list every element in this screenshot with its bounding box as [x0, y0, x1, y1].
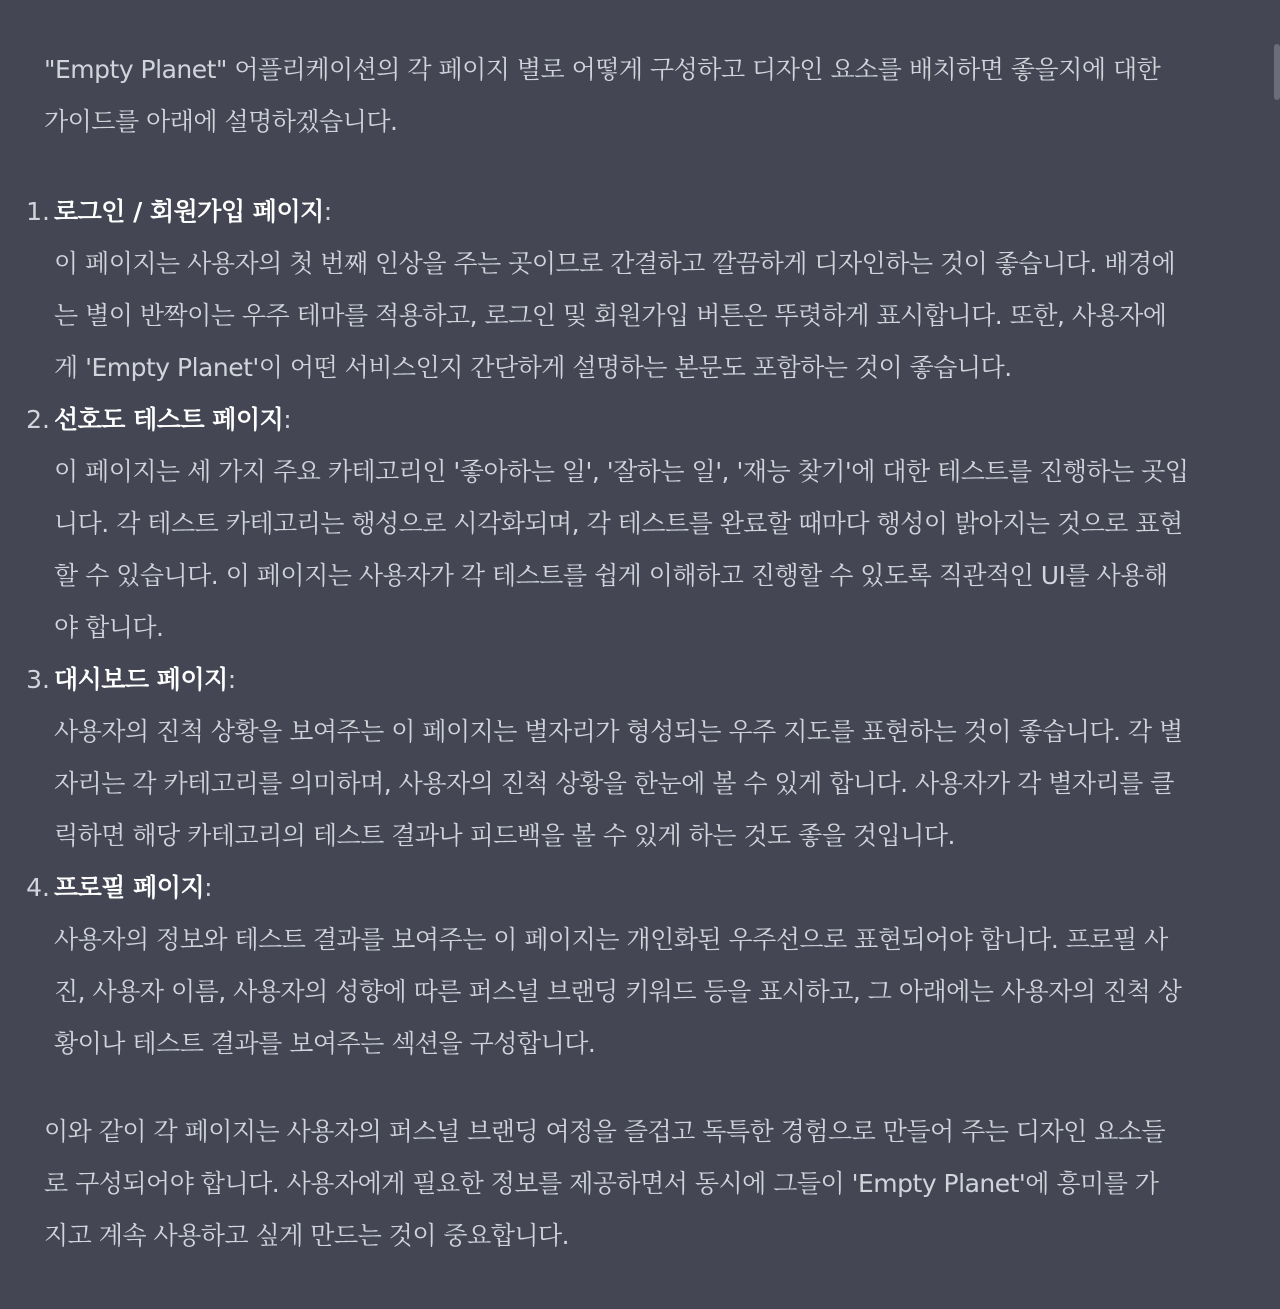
body-line: 사용자의 정보와 테스트 결과를 보여주는 이 페이지는 개인화된 우주선으로 표현되어야 합니다. 프로필 사 [54, 925, 1168, 954]
scrollbar-thumb[interactable] [1274, 44, 1280, 100]
list-item-title-text: 선호도 테스트 페이지 [54, 405, 284, 434]
list-item-title [54, 186, 332, 238]
outro-line: 지고 계속 사용하고 싶게 만드는 것이 중요합니다. [44, 1221, 570, 1250]
intro-line: 가이드를 아래에 설명하겠습니다. [44, 107, 398, 136]
body-line: 야 합니다. [54, 613, 164, 642]
list-item-body [54, 706, 1254, 862]
body-line: 진, 사용자 이름, 사용자의 성향에 따른 퍼스널 브랜딩 키워드 등을 표시하고, 그 아래에는 사용자의 진척 상 [54, 977, 1182, 1006]
body-line: 할 수 있습니다. 이 페이지는 사용자가 각 테스트를 쉽게 이해하고 진행할 수 있도록 직관적인 UI를 사용해 [54, 561, 1168, 590]
body-line: 게 'Empty Planet'이 어떤 서비스인지 간단하게 설명하는 본문도 포함하는 것이 좋습니다. [54, 353, 1012, 382]
body-line: 릭하면 해당 카테고리의 테스트 결과나 피드백을 볼 수 있게 하는 것도 좋을 것입니다. [54, 821, 955, 850]
body-line: 니다. 각 테스트 카테고리는 행성으로 시각화되며, 각 테스트를 완료할 때마다 행성이 밝아지는 것으로 표현 [54, 509, 1183, 538]
list-item-title [54, 862, 212, 914]
body-line: 사용자의 진척 상황을 보여주는 이 페이지는 별자리가 형성되는 우주 지도를 표현하는 것이 좋습니다. 각 별 [54, 717, 1183, 746]
intro-paragraph [44, 44, 1244, 148]
intro-line: "Empty Planet" 어플리케이션의 각 페이지 별로 어떻게 구성하고 디자인 요소를 배치하면 좋을지에 대한 [44, 55, 1161, 84]
outro-line: 로 구성되어야 합니다. 사용자에게 필요한 정보를 제공하면서 동시에 그들이 'Empty Planet'에 흥미를 가 [44, 1169, 1159, 1198]
list-item-number: 2. [26, 405, 50, 434]
list-item-title-colon: : [283, 405, 292, 434]
outro-line: 이와 같이 각 페이지는 사용자의 퍼스널 브랜딩 여정을 즐겁고 독특한 경험으로 만들어 주는 디자인 요소들 [44, 1117, 1166, 1146]
body-line: 는 별이 반짝이는 우주 테마를 적용하고, 로그인 및 회원가입 버튼은 뚜렷하게 표시합니다. 또한, 사용자에 [54, 301, 1167, 330]
list-item-body [54, 238, 1254, 394]
list-item-title-colon: : [227, 665, 236, 694]
outro-paragraph [44, 1106, 1244, 1262]
list-item-number: 4. [26, 873, 50, 902]
list-item-number: 3. [26, 665, 50, 694]
list-item-title-text: 대시보드 페이지 [54, 665, 228, 694]
body-line: 자리는 각 카테고리를 의미하며, 사용자의 진척 상황을 한눈에 볼 수 있게 합니다. 사용자가 각 별자리를 클 [54, 769, 1174, 798]
list-item-title-colon: : [323, 197, 332, 226]
list-item-title-colon: : [204, 873, 213, 902]
list-item-title [54, 394, 291, 446]
body-line: 이 페이지는 세 가지 주요 카테고리인 '좋아하는 일', '잘하는 일', '재능 찾기'에 대한 테스트를 진행하는 곳입 [54, 457, 1189, 486]
list-item-title-text: 프로필 페이지 [54, 873, 205, 902]
list-item-body [54, 914, 1254, 1070]
body-line: 이 페이지는 사용자의 첫 번째 인상을 주는 곳이므로 간결하고 깔끔하게 디자인하는 것이 좋습니다. 배경에 [54, 249, 1176, 278]
list-item-title [54, 654, 236, 706]
list-item-number: 1. [26, 197, 50, 226]
list-item-body [54, 446, 1254, 654]
list-item-title-text: 로그인 / 회원가입 페이지 [54, 197, 324, 226]
body-line: 황이나 테스트 결과를 보여주는 섹션을 구성합니다. [54, 1029, 596, 1058]
